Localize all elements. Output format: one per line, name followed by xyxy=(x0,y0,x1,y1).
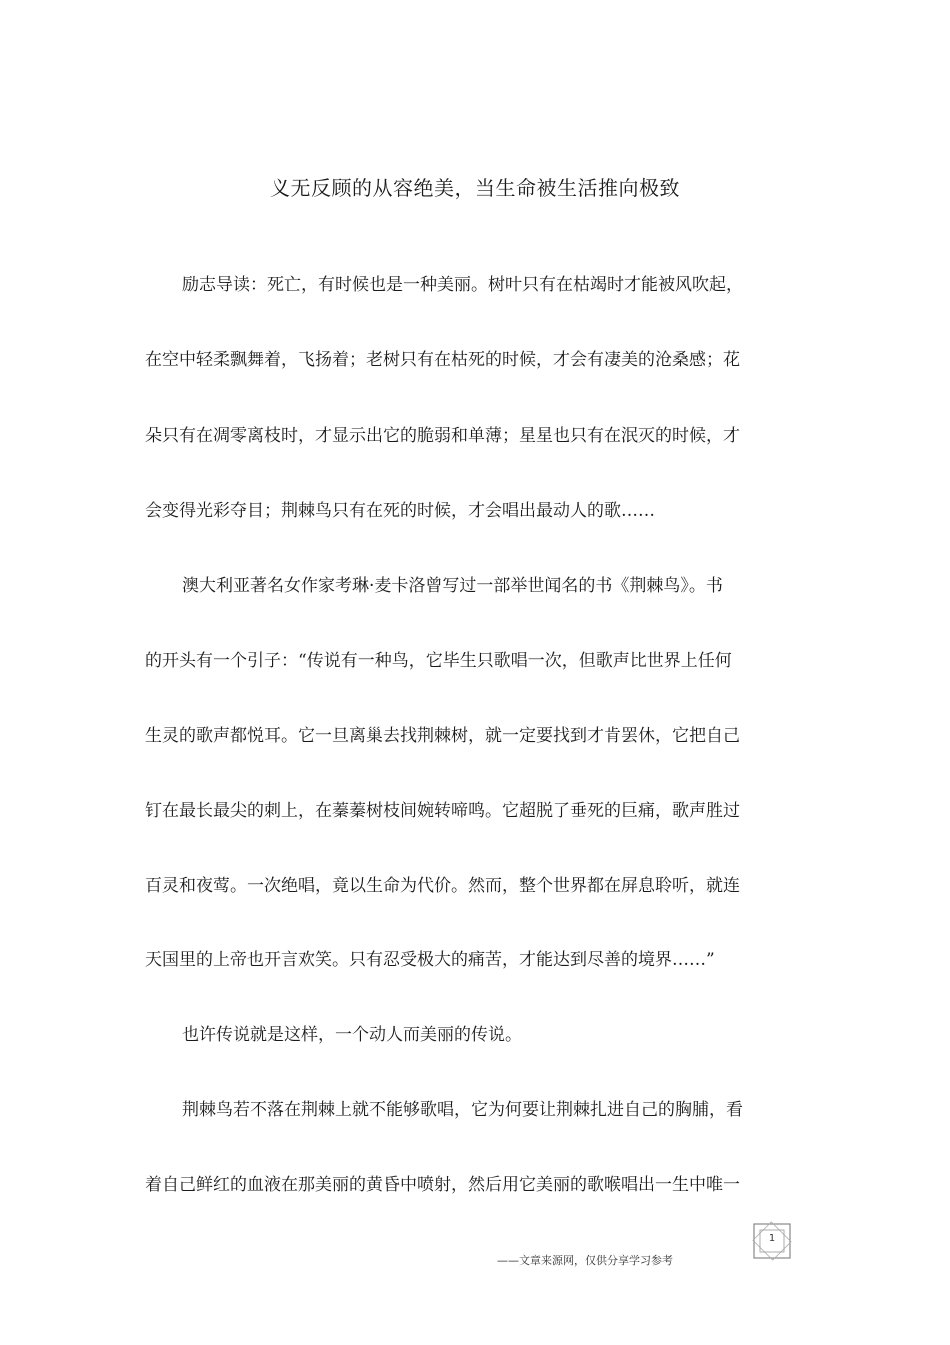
paragraph-line: 天国里的上帝也开言欢笑。只有忍受极大的痛苦，才能达到尽善的境界……” xyxy=(145,950,715,970)
paragraph-line: 生灵的歌声都悦耳。它一旦离巢去找荆棘树，就一定要找到才肯罢休，它把自己 xyxy=(145,726,740,746)
source-footer: ——文章来源网，仅供分享学习参考 xyxy=(497,1254,673,1267)
paragraph-line: 在空中轻柔飘舞着，飞扬着；老树只有在枯死的时候，才会有凄美的沧桑感；花 xyxy=(145,350,740,370)
paragraph-line: 励志导读：死亡，有时候也是一种美丽。树叶只有在枯竭时才能被风吹起， xyxy=(182,275,743,295)
page-title: 义无反顾的从容绝美，当生命被生活推向极致 xyxy=(270,176,680,200)
paragraph-line: 朵只有在凋零离枝时，才显示出它的脆弱和单薄；星星也只有在泯灭的时候，才 xyxy=(145,426,740,446)
paragraph-line: 会变得光彩夺目；荆棘鸟只有在死的时候，才会唱出最动人的歌…… xyxy=(145,501,655,521)
page-number-badge xyxy=(748,1220,796,1262)
paragraph-line: 澳大利亚著名女作家考琳·麦卡洛曾写过一部举世闻名的书《荆棘鸟》。书 xyxy=(182,576,723,596)
paragraph-line: 百灵和夜莺。一次绝唱，竟以生命为代价。然而，整个世界都在屏息聆听，就连 xyxy=(145,876,740,896)
page-number: 1 xyxy=(768,1233,776,1244)
paragraph-line: 也许传说就是这样，一个动人而美丽的传说。 xyxy=(182,1025,522,1045)
paragraph-line: 荆棘鸟若不落在荆棘上就不能够歌唱，它为何要让荆棘扎进自己的胸脯，看 xyxy=(182,1100,743,1120)
paragraph-line: 着自己鲜红的血液在那美丽的黄昏中喷射，然后用它美丽的歌喉唱出一生中唯一 xyxy=(145,1175,740,1195)
paragraph-line: 的开头有一个引子：“传说有一种鸟，它毕生只歌唱一次，但歌声比世界上任何 xyxy=(145,651,732,671)
paragraph-line: 钉在最长最尖的刺上，在蓁蓁树枝间婉转啼鸣。它超脱了垂死的巨痛，歌声胜过 xyxy=(145,801,740,821)
